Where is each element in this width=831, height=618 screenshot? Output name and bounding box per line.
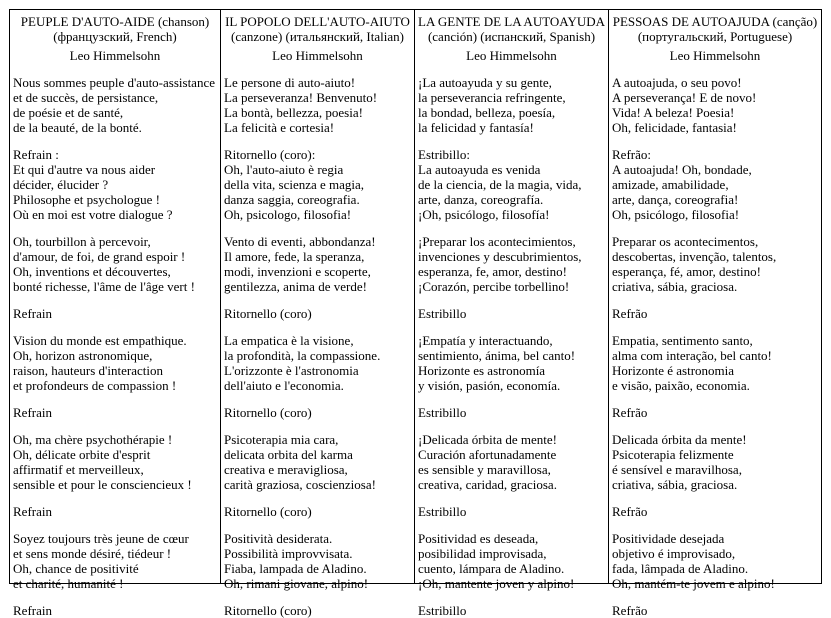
verse-line: Delicada órbita da mente! xyxy=(612,432,747,447)
verse-line: de la beauté, de la bonté. xyxy=(13,120,142,135)
verse-line: La felicità e cortesia! xyxy=(224,120,335,135)
refrain-label: Refrain xyxy=(13,405,52,420)
stanza xyxy=(224,147,411,222)
stanza xyxy=(224,234,411,294)
verse-line: La autoayuda es venida xyxy=(418,162,541,177)
verse-line: Estribillo: xyxy=(418,147,470,162)
verse-line: é sensível e maravilhosa, xyxy=(612,462,742,477)
verse-line: Horizonte es astronomía xyxy=(418,363,546,378)
stanza xyxy=(418,531,605,591)
verse-line: Curación afortunadamente xyxy=(418,447,557,462)
verse-line: Philosophe et psychologue ! xyxy=(13,192,160,207)
column-french xyxy=(10,10,220,618)
verse-line: Où en moi est votre dialogue ? xyxy=(13,207,173,222)
verse-line: Oh, rimani giovane, alpino! xyxy=(224,576,369,591)
verse-line: esperanza, fe, amor, destino! xyxy=(418,264,567,279)
verse-line: Positività desiderata. xyxy=(224,531,333,546)
stanza xyxy=(418,432,605,492)
verse-line: Empatia, sentimento santo, xyxy=(612,333,753,348)
verse-line: L'orizzonte è l'astronomia xyxy=(224,363,359,378)
verse-line: ¡Oh, psicólogo, filosofía! xyxy=(418,207,550,222)
verse-line: Psicoterapia felizmente xyxy=(612,447,734,462)
song-subtitle: (французский, French) xyxy=(53,29,177,44)
refrain-label: Estribillo xyxy=(418,603,467,618)
verse-line: ¡Oh, mantente joven y alpino! xyxy=(418,576,575,591)
verse-line: d'amour, de foi, de grand espoir ! xyxy=(13,249,186,264)
verse-line: cuento, lámpara de Aladino. xyxy=(418,561,565,576)
stanza xyxy=(13,531,217,591)
verse-line: A autoajuda! Oh, bondade, xyxy=(612,162,752,177)
stanza xyxy=(612,75,818,135)
stanza xyxy=(224,531,411,591)
verse-line: et profondeurs de compassion ! xyxy=(13,378,177,393)
song-author: Leo Himmelsohn xyxy=(69,48,161,63)
verse-line: es sensible y maravillosa, xyxy=(418,462,551,477)
song-subtitle: (canzone) (итальянский, Italian) xyxy=(231,29,404,44)
verse-line: danza saggia, coreografia. xyxy=(224,192,360,207)
refrain-label: Estribillo xyxy=(418,405,467,420)
verse-line: Nous sommes peuple d'auto-assistance xyxy=(13,75,215,90)
verse-line: A autoajuda, o seu povo! xyxy=(612,75,742,90)
verse-line: y visión, pasión, economía. xyxy=(418,378,561,393)
verse-line: delicata orbita del karma xyxy=(224,447,353,462)
verse-line: criativa, sábia, graciosa. xyxy=(612,477,738,492)
refrain-label: Refrão xyxy=(612,504,648,519)
song-title: PESSOAS DE AUTOAJUDA (canção) xyxy=(612,14,818,29)
verse-line: ¡Delicada órbita de mente! xyxy=(418,432,557,447)
verse-line: Oh, mantém-te jovem e alpino! xyxy=(612,576,775,591)
song-subtitle: (португальский, Portuguese) xyxy=(637,29,793,44)
verse-line: Possibilità improvvisata. xyxy=(224,546,353,561)
refrain-label: Refrain xyxy=(13,603,52,618)
stanza xyxy=(418,333,605,393)
verse-line: décider, élucider ? xyxy=(13,177,109,192)
verse-line: et sens monde désiré, tiédeur ! xyxy=(13,546,172,561)
stanza xyxy=(418,147,605,222)
verse-line: Oh, tourbillon à percevoir, xyxy=(13,234,151,249)
stanza xyxy=(612,234,818,294)
verse-line: Et qui d'autre va nous aider xyxy=(13,162,156,177)
verse-line: La perseveranza! Benvenuto! xyxy=(224,90,378,105)
verse-line: Oh, psicólogo, filosofia! xyxy=(612,207,740,222)
verse-line: bonté richesse, l'âme de l'âge vert ! xyxy=(13,279,195,294)
verse-line: creativa e meravigliosa, xyxy=(224,462,348,477)
song-author: Leo Himmelsohn xyxy=(669,48,761,63)
stanza xyxy=(612,432,818,492)
verse-line: ¡Empatía y interactuando, xyxy=(418,333,553,348)
verse-line: Fiaba, lampada de Aladino. xyxy=(224,561,367,576)
verse-line: esperança, fé, amor, destino! xyxy=(612,264,761,279)
song-author: Leo Himmelsohn xyxy=(272,48,363,63)
verse-line: Refrain : xyxy=(13,147,59,162)
refrain-label: Estribillo xyxy=(418,504,467,519)
song-subtitle: (canción) (испанский, Spanish) xyxy=(427,29,596,44)
verse-line: sensible et pour le consciencieux ! xyxy=(13,477,192,492)
verse-line: Oh, chance de positivité xyxy=(13,561,139,576)
verse-line: La empatica è la visione, xyxy=(224,333,354,348)
verse-line: Vento di eventi, abbondanza! xyxy=(224,234,376,249)
verse-line: fada, lâmpada de Aladino. xyxy=(612,561,749,576)
verse-line: posibilidad improvisada, xyxy=(418,546,547,561)
verse-line: Oh, l'auto-aiuto è regia xyxy=(224,162,344,177)
refrain-label: Estribillo xyxy=(418,306,467,321)
verse-line: carità graziosa, coscienziosa! xyxy=(224,477,376,492)
verse-line: sentimiento, ánima, bel canto! xyxy=(418,348,576,363)
verse-line: e visão, paixão, economia. xyxy=(612,378,750,393)
verse-line: creativa, caridad, graciosa. xyxy=(418,477,557,492)
verse-line: invenciones y descubrimientos, xyxy=(418,249,582,264)
verse-line: modi, invenzioni e scoperte, xyxy=(224,264,371,279)
verse-line: Preparar os acontecimentos, xyxy=(612,234,759,249)
refrain-label: Refrain xyxy=(13,306,52,321)
stanza xyxy=(13,432,217,492)
verse-line: alma com interação, bel canto! xyxy=(612,348,772,363)
stanza xyxy=(612,333,818,393)
refrain-label: Refrain xyxy=(13,504,52,519)
verse-line: la perseverancia refringente, xyxy=(418,90,566,105)
verse-line: ¡Corazón, percibe torbellino! xyxy=(418,279,570,294)
verse-line: Oh, inventions et découvertes, xyxy=(13,264,171,279)
stanza xyxy=(612,531,818,591)
verse-line: Positividad es deseada, xyxy=(418,531,539,546)
verse-line: Il amore, fede, la speranza, xyxy=(224,249,365,264)
song-heading xyxy=(13,14,217,44)
column-portuguese xyxy=(608,10,821,618)
verse-line: la felicidad y fantasía! xyxy=(418,120,534,135)
verse-line: Positividade desejada xyxy=(612,531,725,546)
refrain-label: Refrão xyxy=(612,603,648,618)
verse-line: amizade, amabilidade, xyxy=(612,177,729,192)
verse-line: Vida! A beleza! Poesia! xyxy=(612,105,735,120)
verse-line: Ritornello (coro): xyxy=(224,147,316,162)
verse-line: ¡La autoayuda y su gente, xyxy=(418,75,552,90)
stanza xyxy=(13,333,217,393)
song-title: PEUPLE D'AUTO-AIDE (chanson) xyxy=(20,14,210,29)
song-heading xyxy=(612,14,818,44)
stanza xyxy=(612,147,818,222)
stanza xyxy=(13,147,217,222)
verse-line: Horizonte é astronomia xyxy=(612,363,735,378)
verse-line: et charité, humanité ! xyxy=(13,576,124,591)
refrain-label: Ritornello (coro) xyxy=(224,405,312,420)
stanza xyxy=(418,75,605,135)
refrain-label: Ritornello (coro) xyxy=(224,603,312,618)
stanza xyxy=(418,234,605,294)
verse-line: arte, dança, coreografia! xyxy=(612,192,739,207)
song-title: LA GENTE DE LA AUTOAYUDA xyxy=(418,14,606,29)
refrain-label: Refrão xyxy=(612,405,648,420)
verse-line: Le persone di auto-aiuto! xyxy=(224,75,356,90)
verse-line: Psicoterapia mia cara, xyxy=(224,432,339,447)
song-table xyxy=(9,9,822,618)
stanza xyxy=(224,333,411,393)
song-title: IL POPOLO DELL'AUTO-AIUTO xyxy=(225,14,410,29)
verse-line: descobertas, invenção, talentos, xyxy=(612,249,777,264)
verse-line: della vita, scienza e magia, xyxy=(224,177,365,192)
refrain-label: Ritornello (coro) xyxy=(224,504,312,519)
verse-line: raison, hauteurs d'interaction xyxy=(13,363,163,378)
verse-line: arte, danza, coreografía. xyxy=(418,192,544,207)
verse-line: Vision du monde est empathique. xyxy=(13,333,187,348)
verse-line: Refrão: xyxy=(612,147,651,162)
verse-line: Oh, horizon astronomique, xyxy=(13,348,153,363)
song-author: Leo Himmelsohn xyxy=(466,48,557,63)
verse-line: criativa, sábia, graciosa. xyxy=(612,279,738,294)
verse-line: Oh, psicologo, filosofia! xyxy=(224,207,352,222)
verse-line: de poésie et de santé, xyxy=(13,105,124,120)
verse-line: Oh, ma chère psychothérapie ! xyxy=(13,432,173,447)
column-italian xyxy=(220,10,414,618)
verse-line: Oh, felicidade, fantasia! xyxy=(612,120,737,135)
verse-line: affirmatif et merveilleux, xyxy=(13,462,144,477)
stanza xyxy=(13,234,217,294)
column-spanish xyxy=(414,10,608,618)
verse-line: dell'aiuto e l'economia. xyxy=(224,378,344,393)
verse-line: et de succès, de persistance, xyxy=(13,90,159,105)
verse-line: la bondad, belleza, poesía, xyxy=(418,105,556,120)
verse-line: gentilezza, anima de verde! xyxy=(224,279,367,294)
verse-line: la profondità, la compassione. xyxy=(224,348,381,363)
verse-line: ¡Preparar los acontecimientos, xyxy=(418,234,576,249)
stanza xyxy=(13,75,217,135)
verse-line: La bontà, bellezza, poesia! xyxy=(224,105,363,120)
verse-line: Oh, délicate orbite d'esprit xyxy=(13,447,151,462)
verse-line: objetivo é improvisado, xyxy=(612,546,736,561)
refrain-label: Ritornello (coro) xyxy=(224,306,312,321)
refrain-label: Refrão xyxy=(612,306,648,321)
stanza xyxy=(224,432,411,492)
stanza xyxy=(224,75,411,135)
song-heading xyxy=(418,14,605,44)
verse-line: A perseverança! E de novo! xyxy=(612,90,757,105)
song-heading xyxy=(224,14,411,44)
verse-line: de la ciencia, de la magia, vida, xyxy=(418,177,582,192)
verse-line: Soyez toujours très jeune de cœur xyxy=(13,531,189,546)
